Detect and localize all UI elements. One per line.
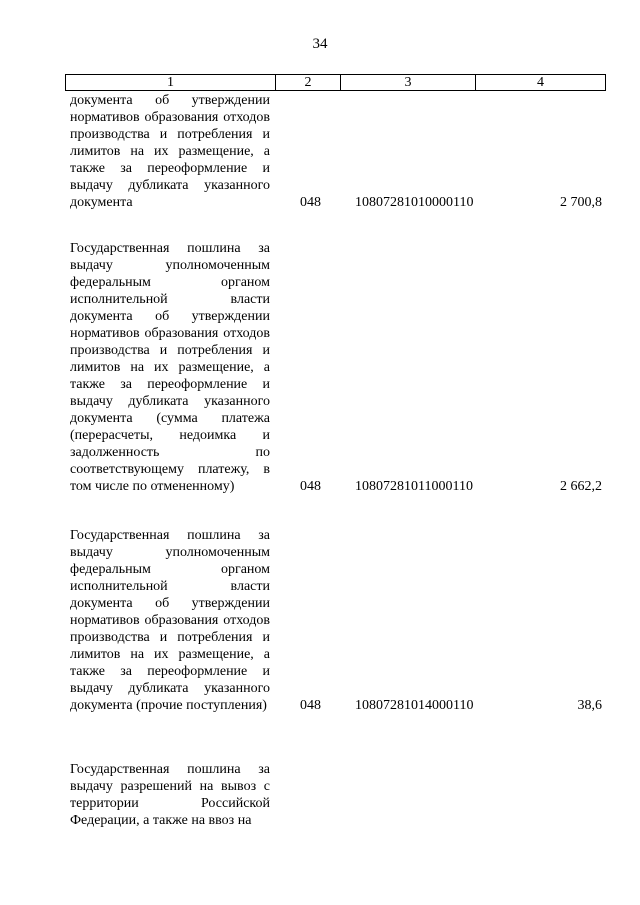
admin-code: 048	[300, 698, 321, 713]
column-header-4: 4	[537, 75, 544, 90]
amount: 2 662,2	[560, 479, 602, 494]
amount: 38,6	[577, 698, 602, 713]
amount: 2 700,8	[560, 195, 602, 210]
table-header	[65, 74, 606, 91]
table-row	[70, 527, 606, 714]
budget-classification-code: 10807281010000110	[355, 195, 474, 210]
column-header-3: 3	[341, 75, 476, 90]
table-row	[70, 761, 606, 829]
budget-classification-code: 10807281011000110	[355, 479, 473, 494]
row-description: Государственная пошлина за выдачу разрешений на вывоз с территории Российской Федерации, а также на ввоз на	[70, 762, 270, 828]
page-number: 34	[312, 36, 328, 52]
table-row	[70, 92, 606, 211]
column-header-2: 2	[276, 75, 341, 90]
row-description: Государственная пошлина за выдачу уполномоченным федеральным органом исполнительной власти документа об утверждении нормативов образования отходов производства и потребления и лимитов на их размещение, а также за переоформление и выдачу дубликата указанного документа (сумма платежа (перерасчеты, недоимка и задолженность по соответствующему платежу, в том числе по отмененному)	[70, 241, 270, 494]
admin-code: 048	[300, 195, 321, 210]
admin-code: 048	[300, 479, 321, 494]
table-row	[70, 240, 606, 495]
budget-classification-code: 10807281014000110	[355, 698, 474, 713]
column-header-1: 1	[66, 75, 276, 90]
row-description: Государственная пошлина за выдачу уполномоченным федеральным органом исполнительной власти документа об утверждении нормативов образования отходов производства и потребления и лимитов на их размещение, а также за переоформление и выдачу дубликата указанного документа (прочие поступления)	[70, 528, 270, 713]
row-description: документа об утверждении нормативов образования отходов производства и потребления и лимитов на их размещение, а также за переоформление и выдачу дубликата указанного документа	[70, 93, 270, 210]
